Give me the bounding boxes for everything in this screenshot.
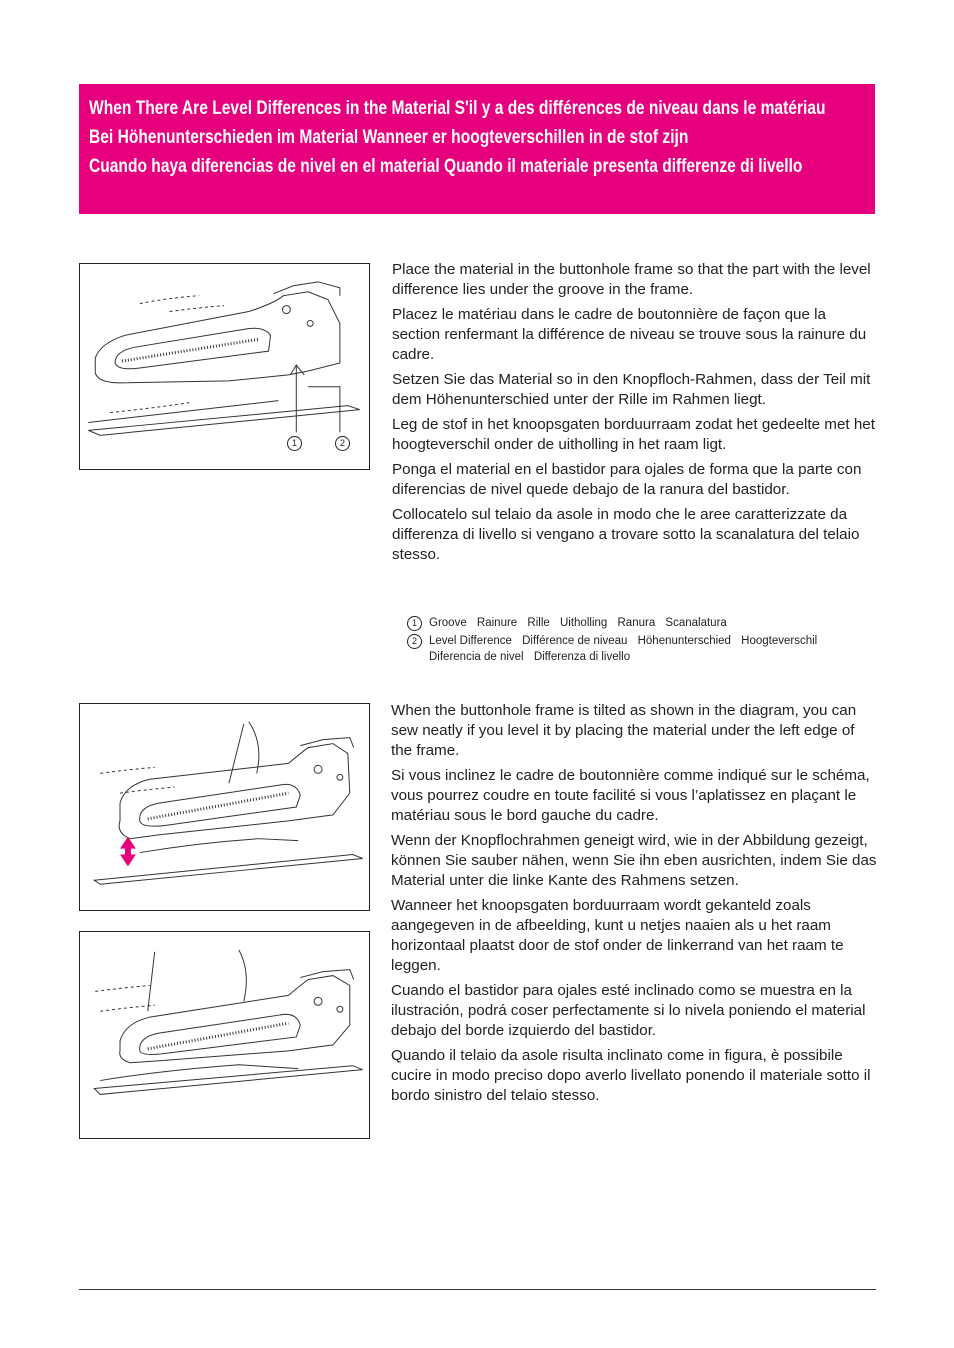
legend-term: Rainure <box>476 617 518 629</box>
legend-term: Rille <box>527 617 550 629</box>
legend-term: Ranura <box>617 617 656 629</box>
legend-item-groove <box>407 615 877 631</box>
legend-number: 2 <box>407 634 422 649</box>
legend-term: Différence de niveau <box>522 635 628 647</box>
paragraph-it: Collocatelo sul telaio da asole in modo che le aree caratterizzate da differenza di livello si vengano a trovare sotto la scanalatura del telaio stesso. <box>392 506 860 563</box>
legend-term: Uitholling <box>559 617 608 629</box>
paragraph-de: Wenn der Knopflochrahmen geneigt wird, wie in der Abbildung gezeigt, können Sie sauber nähen, wenn Sie ihn eben ausrichten, indem Sie das Material unter die linke Kante des Rahmens setzen. <box>391 832 877 889</box>
header-banner <box>79 84 875 214</box>
section2-text <box>391 701 879 1111</box>
paragraph-de: Setzen Sie das Material so in den Knopfloch-Rahmen, dass der Teil mit dem Höhenunterschied unter der Rille im Rahmen liegt. <box>392 371 871 408</box>
paragraph-es: Ponga el material en el bastidor para ojales de forma que la parte con diferencias de nivel quede debajo de la ranura del bastidor. <box>392 461 862 498</box>
paragraph-es: Cuando el bastidor para ojales esté inclinado como se muestra en la ilustración, podrá coser perfectamente si lo nivela poniendo el material debajo del borde izquierdo del bastidor. <box>391 982 866 1039</box>
header-title-line: When There Are Level Differences in the Material S'il y a des différences de niveau dans le matériau <box>89 98 826 119</box>
tilted-frame-illustration <box>80 704 369 910</box>
legend-term: Scanalatura <box>665 617 727 629</box>
figure-groove-level-difference <box>79 263 370 470</box>
legend-term: Differenza di livello <box>533 651 631 663</box>
legend-term: Diferencia de nivel <box>429 651 524 663</box>
section1-text <box>392 260 878 570</box>
callout-2: 2 <box>335 436 350 451</box>
paragraph-en: When the buttonhole frame is tilted as shown in the diagram, you can sew neatly if you level it by placing the material under the left edge of the frame. <box>391 702 857 759</box>
paragraph-fr: Si vous inclinez le cadre de boutonnière comme indiqué sur le schéma, vous pourrez coudre en toute facilité si vous l’aplatissez en plaçant le matériau sous le bord gauche du cadre. <box>391 767 870 824</box>
legend-term: Groove <box>429 617 467 629</box>
paragraph-en: Place the material in the buttonhole frame so that the part with the level difference lies under the groove in the frame. <box>392 261 871 298</box>
callout-1: 1 <box>287 436 302 451</box>
legend <box>407 615 877 667</box>
level-arrow <box>120 837 136 867</box>
leveled-frame-illustration <box>80 932 369 1138</box>
legend-term: Hoogteverschil <box>741 635 818 647</box>
footer-divider <box>79 1289 876 1290</box>
legend-item-level-difference <box>407 633 877 665</box>
header-title-line: Cuando haya diferencias de nivel en el material Quando il materiale presenta differenze di livello <box>89 156 803 177</box>
legend-term: Höhenunterschied <box>637 635 731 647</box>
paragraph-nl: Leg de stof in het knoopsgaten borduurraam zodat het gedeelte met het hoogteverschil onder de uitholling in het raam ligt. <box>392 416 875 453</box>
paragraph-nl: Wanneer het knoopsgaten borduurraam wordt gekanteld zoals aangegeven in de afbeelding, kunt u netjes naaien als u het raam horizontaal plaatst door de stof onder de linkerrand van het raam te leggen. <box>391 897 844 974</box>
figure-leveled-frame <box>79 931 370 1139</box>
paragraph-it: Quando il telaio da asole risulta inclinato come in figura, è possibile cucire in modo preciso dopo averlo livellato ponendo il materiale sotto il bordo sinistro del telaio stesso. <box>391 1047 871 1104</box>
buttonhole-frame-illustration <box>80 264 369 469</box>
header-title-line: Bei Höhenunterschieden im Material Wanneer er hoogteverschillen in de stof zijn <box>89 127 689 148</box>
figure-tilted-frame <box>79 703 370 911</box>
legend-term: Level Difference <box>429 635 512 647</box>
legend-number: 1 <box>407 616 422 631</box>
paragraph-fr: Placez le matériau dans le cadre de boutonnière de façon que la section renfermant la différence de niveau se trouve sous la rainure du cadre. <box>392 306 867 363</box>
